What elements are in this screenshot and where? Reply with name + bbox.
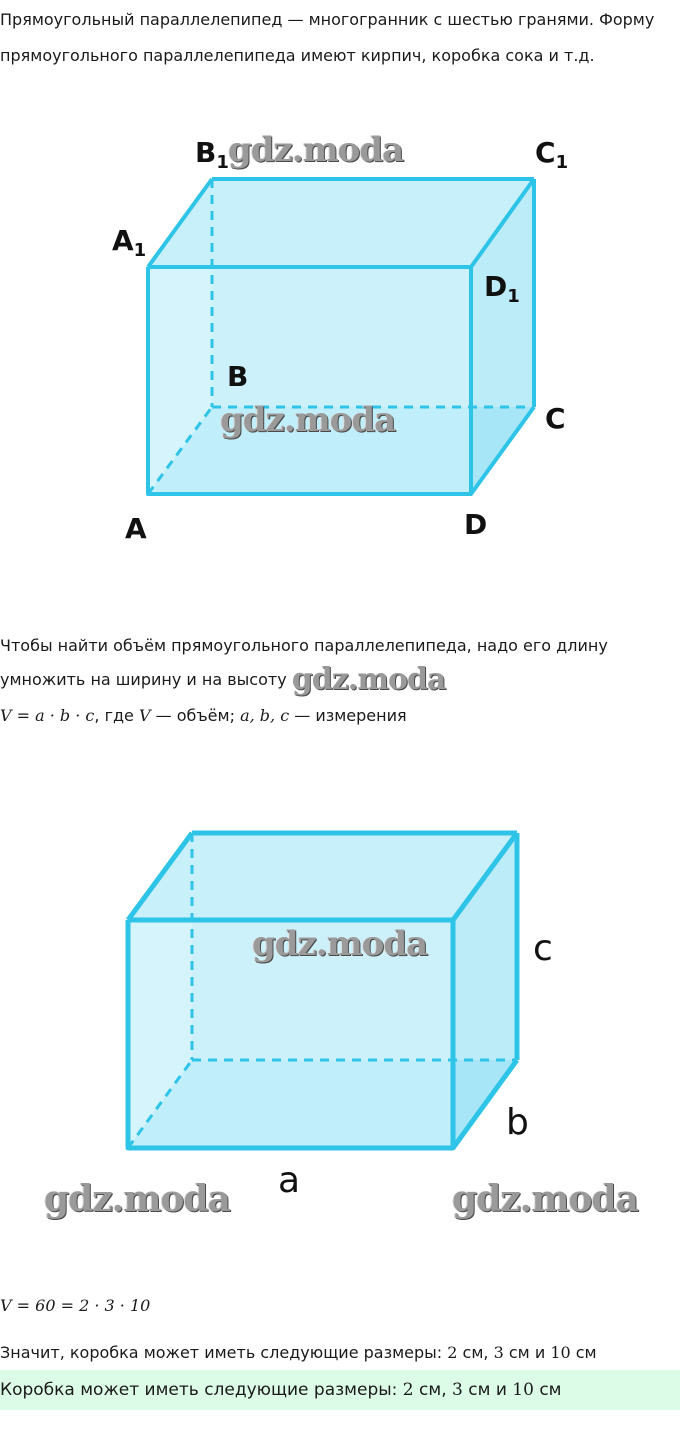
label-B1: $B_1$ xyxy=(195,136,229,173)
label-b: b xyxy=(506,1102,529,1143)
volume-formula: V = a · b · c, где V — объём; a, b, c — измерения xyxy=(0,706,407,725)
label-A: A xyxy=(125,512,147,545)
volume-rule-line2 xyxy=(0,662,676,698)
label-D: D xyxy=(464,508,488,541)
parallelepiped-figure-1 xyxy=(0,120,680,550)
label-C: C xyxy=(545,402,566,435)
top-face xyxy=(148,179,534,267)
label-A1: $A_1$ xyxy=(112,224,147,261)
label-c: c xyxy=(533,928,553,969)
watermark: gdz.moda xyxy=(220,400,396,440)
intro-text: Прямоугольный параллелепипед — многогранник с шестью гранями. Форму прямоугольного параллелепипеда имеют кирпич, коробка сока и т.д. xyxy=(0,10,655,65)
label-a: a xyxy=(278,1160,301,1201)
solution-conclusion: Значит, коробка может иметь следующие размеры: 2 см, 3 см и 10 см xyxy=(0,1343,597,1362)
watermark: gdz.moda xyxy=(252,924,428,964)
watermark: gdz.moda xyxy=(44,1178,230,1220)
answer-text: Коробка может иметь следующие размеры: 2 см, 3 см и 10 см xyxy=(0,1380,562,1400)
label-B: B xyxy=(227,360,249,393)
front-face xyxy=(148,267,471,494)
watermark: gdz.moda xyxy=(291,662,446,697)
solution-equation: V = 60 = 2 · 3 · 10 xyxy=(0,1296,151,1315)
label-D1: $D_1$ xyxy=(484,270,520,307)
volume-rule-line1: Чтобы найти объём прямоугольного параллелепипеда, надо его длину xyxy=(0,636,608,655)
formula-expression: V = a · b · c xyxy=(0,706,95,725)
watermark: gdz.moda xyxy=(452,1178,638,1220)
volume-rule-text: умножить на ширину и на высоту xyxy=(0,670,287,689)
parallelepiped-figure-2 xyxy=(0,800,680,1220)
label-C1: $C_1$ xyxy=(535,136,569,173)
watermark: gdz.moda xyxy=(228,130,404,170)
top-face xyxy=(128,833,517,920)
